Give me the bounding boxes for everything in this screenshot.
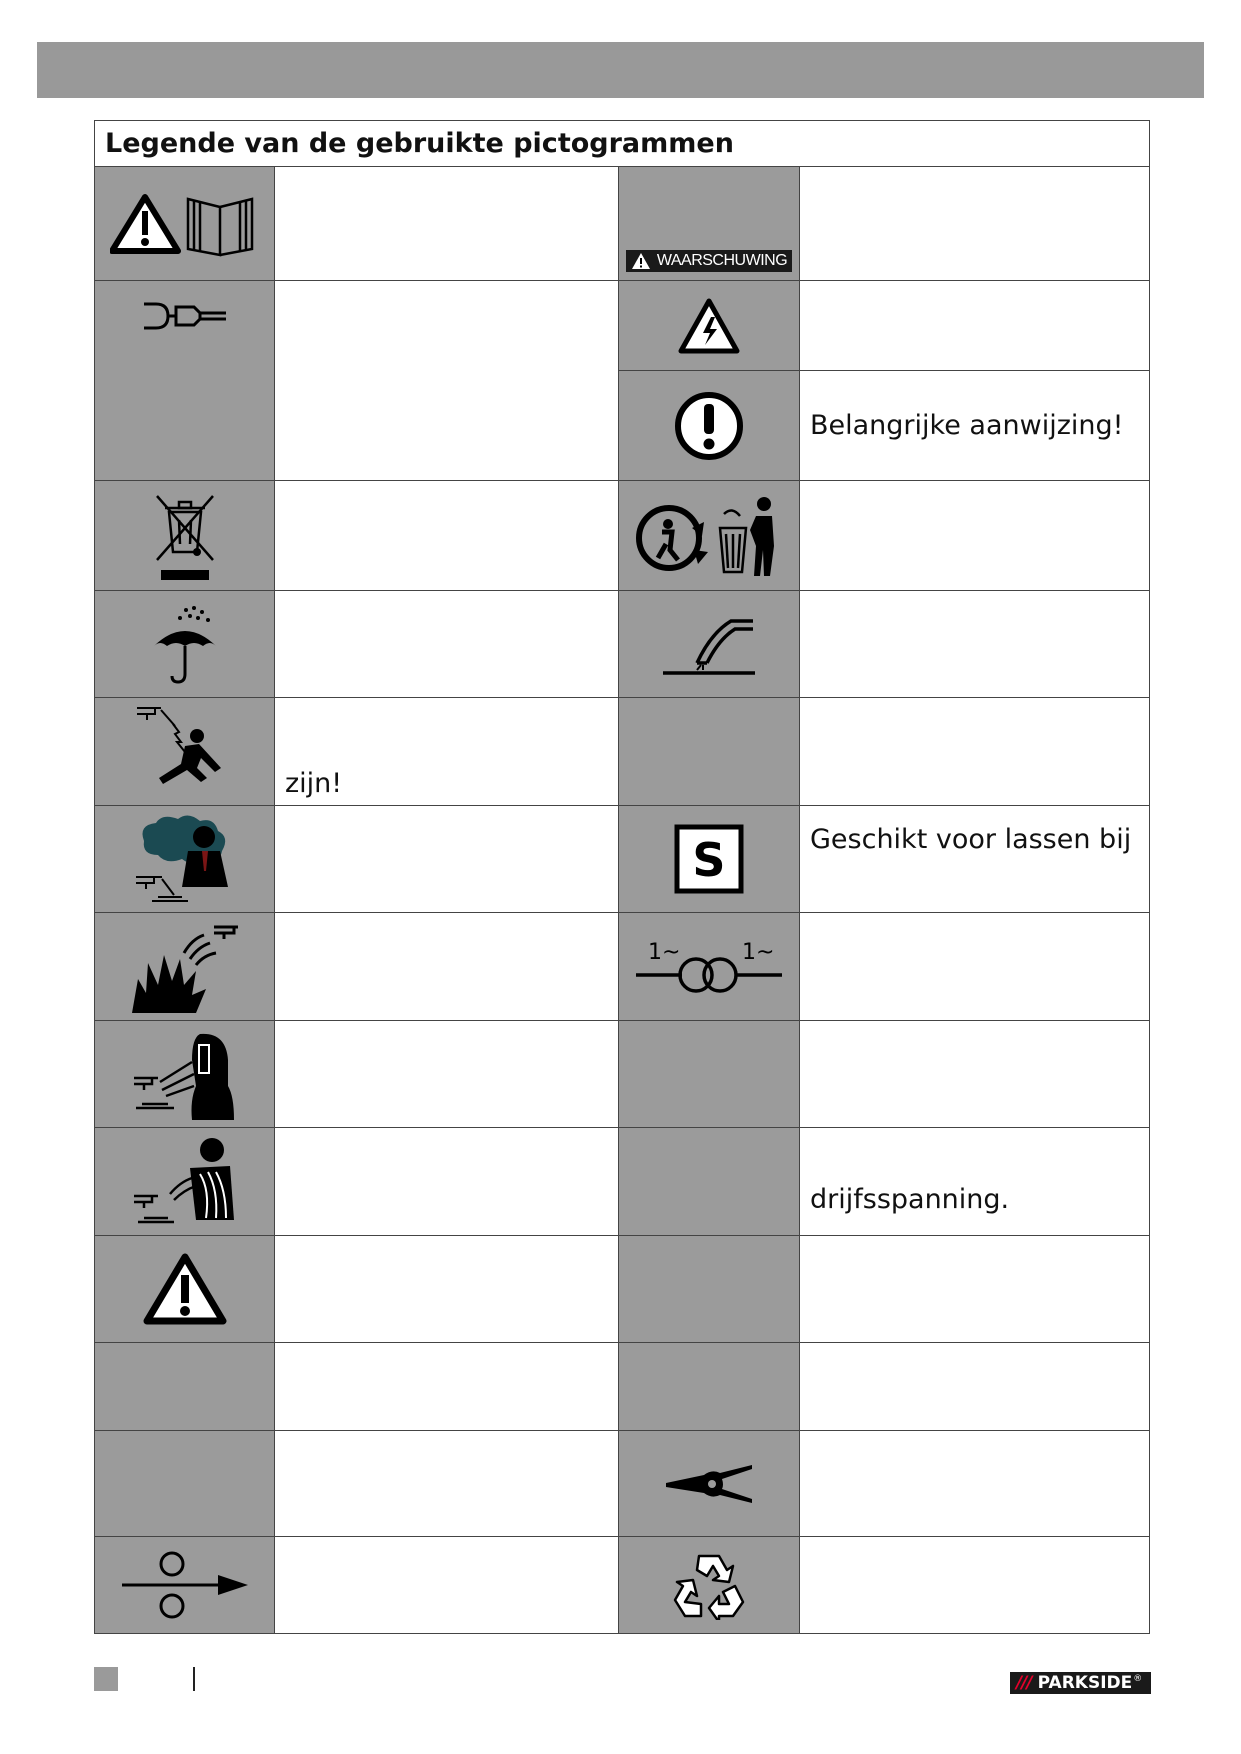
welding-fumes-icon <box>95 806 275 913</box>
s-symbol-text: Geschikt voor lassen bij <box>800 806 1150 913</box>
pictogram-legend-table <box>94 120 1150 1634</box>
logo-brand-name: PARKSIDE <box>1037 1673 1133 1693</box>
transformer-right-label: 1~ <box>742 939 775 965</box>
empty-icon-cell <box>619 1128 800 1236</box>
description-cell <box>800 913 1150 1021</box>
recycling-symbol-icon <box>619 1537 800 1634</box>
description-cell <box>800 1537 1150 1634</box>
crossed-out-bin-icon <box>95 481 275 591</box>
description-cell <box>275 1128 619 1236</box>
description-cell <box>275 1021 619 1128</box>
description-cell <box>800 481 1150 591</box>
warning-manual-icon <box>95 167 275 281</box>
single-phase-transformer-icon <box>619 913 800 1021</box>
warning-triangle-icon <box>631 252 651 270</box>
empty-icon-cell <box>619 1343 800 1431</box>
mains-plug-icon <box>95 281 275 481</box>
description-cell <box>275 281 619 481</box>
description-cell <box>275 806 619 913</box>
s-symbol-icon <box>619 806 800 913</box>
warning-triangle-icon <box>95 1236 275 1343</box>
zijn-text: zijn! <box>275 698 619 806</box>
logo-stripes: /// <box>1016 1673 1032 1693</box>
recycle-and-litter-icon <box>619 481 800 591</box>
warning-label: WAARSCHUWING <box>656 252 788 269</box>
logo-trademark: ® <box>1133 1674 1143 1684</box>
empty-icon-cell <box>619 1236 800 1343</box>
description-cell <box>800 1236 1150 1343</box>
description-cell <box>800 1431 1150 1537</box>
welding-torch-icon <box>619 591 800 698</box>
description-cell <box>800 591 1150 698</box>
description-cell <box>800 698 1150 806</box>
description-cell <box>275 1537 619 1634</box>
s-symbol-letter: S <box>692 833 726 887</box>
empty-icon-cell <box>95 1343 275 1431</box>
description-cell <box>800 281 1150 371</box>
legend-title: Legende van de gebruikte pictogrammen <box>95 121 1150 167</box>
description-cell <box>275 1431 619 1537</box>
description-cell <box>275 1236 619 1343</box>
description-cell <box>800 1343 1150 1431</box>
description-cell <box>275 913 619 1021</box>
header-bar <box>37 42 1204 98</box>
protect-from-rain-icon <box>95 591 275 698</box>
warning-label-cell <box>619 167 800 281</box>
electric-shock-person-icon <box>95 698 275 806</box>
drijfsspanning-text: drijfsspanning. <box>800 1128 1150 1236</box>
wire-feed-icon <box>95 1537 275 1634</box>
description-cell <box>800 167 1150 281</box>
page-separator <box>193 1667 195 1691</box>
parkside-logo <box>1010 1672 1151 1694</box>
fire-explosion-hazard-icon <box>95 913 275 1021</box>
arc-radiation-face-icon <box>95 1021 275 1128</box>
important-note-text: Belangrijke aanwijzing! <box>800 371 1150 481</box>
empty-icon-cell <box>95 1431 275 1537</box>
ground-clamp-icon <box>619 1431 800 1537</box>
electric-shock-warning-icon <box>619 281 800 371</box>
empty-icon-cell <box>619 1021 800 1128</box>
description-cell <box>275 591 619 698</box>
description-cell <box>275 167 619 281</box>
description-cell <box>275 1343 619 1431</box>
radiation-body-icon <box>95 1128 275 1236</box>
page-marker <box>94 1667 118 1691</box>
empty-icon-cell <box>619 698 800 806</box>
description-cell <box>800 1021 1150 1128</box>
description-cell <box>275 481 619 591</box>
exclamation-circle-icon <box>619 371 800 481</box>
transformer-left-label: 1~ <box>648 939 681 965</box>
